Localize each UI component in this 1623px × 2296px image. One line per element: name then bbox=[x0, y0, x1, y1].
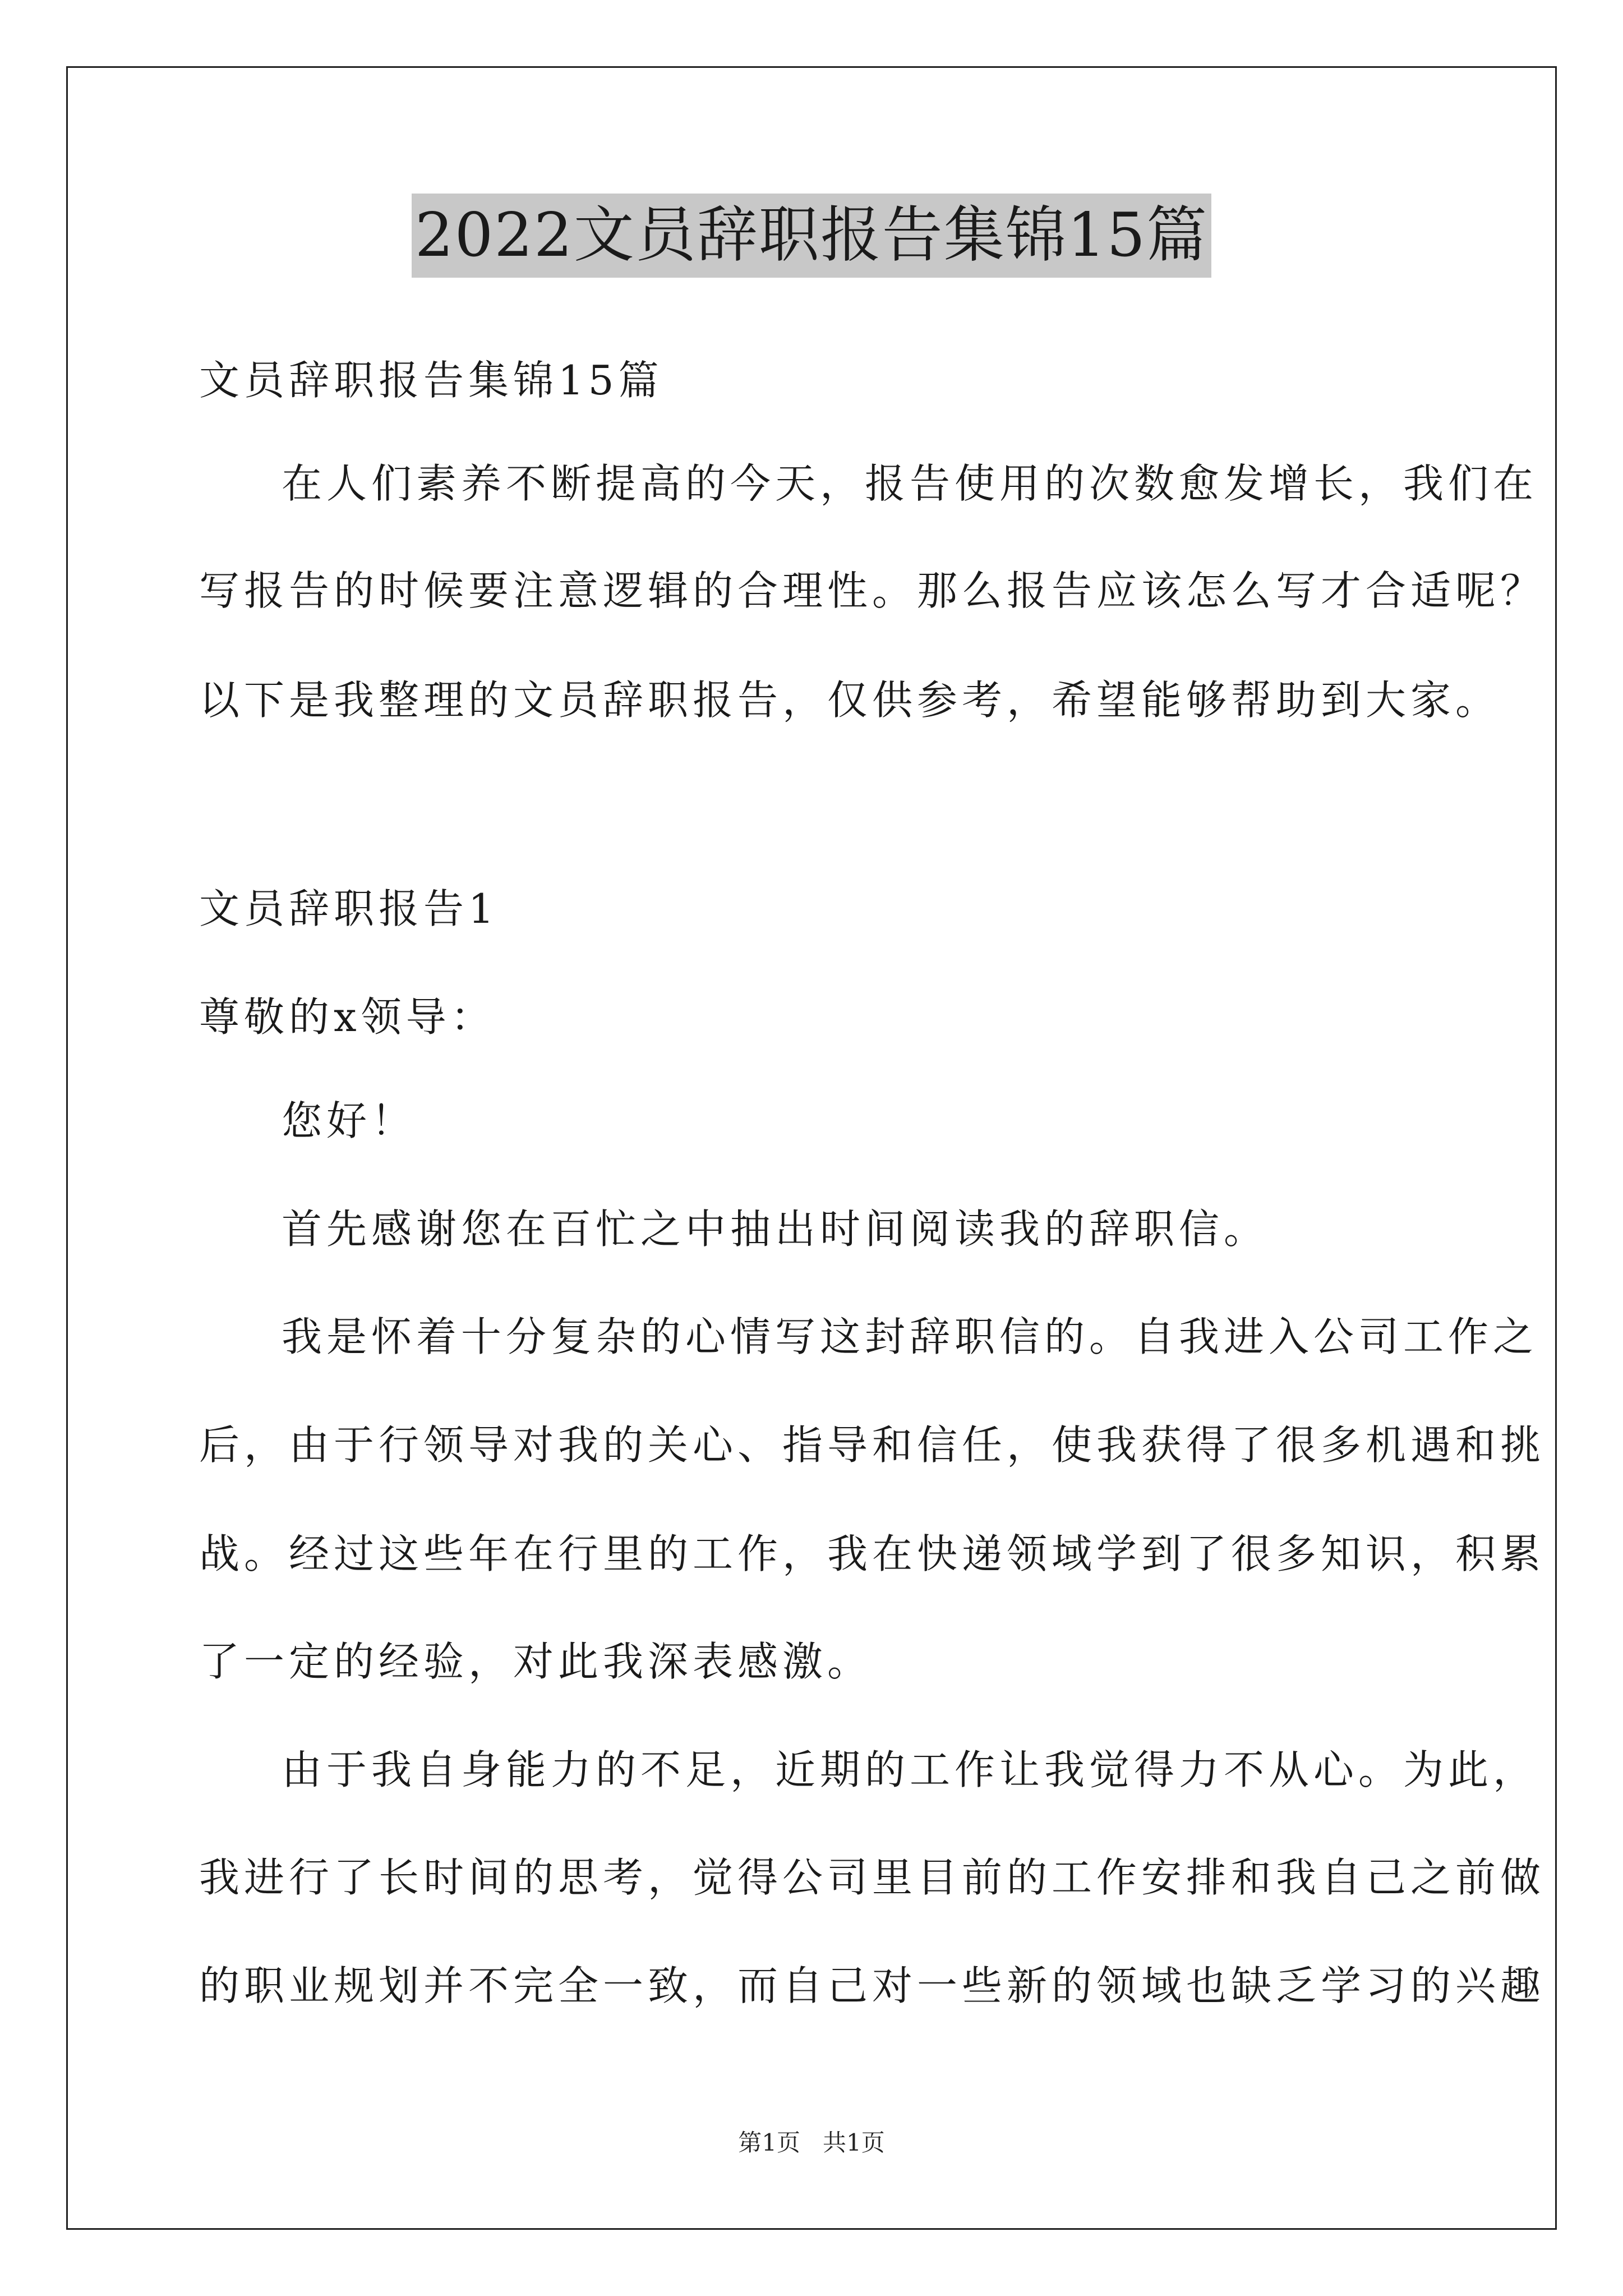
intro-line-3: 以下是我整理的文员辞职报告，仅供参考，希望能够帮助到大家。 bbox=[199, 677, 1501, 724]
document-title: 2022文员辞职报告集锦15篇 bbox=[412, 194, 1211, 278]
paragraph-2-line-3: 战。经过这些年在行里的工作，我在快递领域学到了很多知识，积累 bbox=[199, 1530, 1546, 1577]
document-subtitle: 文员辞职报告集锦15篇 bbox=[199, 357, 663, 404]
intro-line-2: 写报告的时候要注意逻辑的合理性。那么报告应该怎么写才合适呢？ bbox=[199, 567, 1546, 614]
paragraph-3-line-2: 我进行了长时间的思考，觉得公司里目前的工作安排和我自己之前做 bbox=[199, 1854, 1546, 1901]
salutation: 尊敬的x领导： bbox=[199, 993, 496, 1041]
greeting: 您好！ bbox=[282, 1097, 417, 1144]
section-heading: 文员辞职报告1 bbox=[199, 885, 499, 932]
paragraph-2-line-4: 了一定的经验，对此我深表感激。 bbox=[199, 1638, 873, 1685]
page-footer bbox=[0, 2126, 1623, 2160]
paragraph-3-line-3: 的职业规划并不完全一致，而自己对一些新的领域也缺乏学习的兴趣 bbox=[199, 1962, 1546, 2009]
paragraph-1: 首先感谢您在百忙之中抽出时间阅读我的辞职信。 bbox=[282, 1205, 1269, 1253]
paragraph-3-line-1: 由于我自身能力的不足，近期的工作让我觉得力不从心。为此， bbox=[282, 1746, 1538, 1793]
intro-line-1: 在人们素养不断提高的今天，报告使用的次数愈发增长，我们在 bbox=[282, 460, 1538, 507]
paragraph-2-line-2: 后，由于行领导对我的关心、指导和信任，使我获得了很多机遇和挑 bbox=[199, 1421, 1546, 1469]
page-total: 共1页 bbox=[823, 2129, 885, 2156]
paragraph-2-line-1: 我是怀着十分复杂的心情写这封辞职信的。自我进入公司工作之 bbox=[282, 1313, 1538, 1360]
title-container bbox=[0, 194, 1623, 278]
page-number: 第1页 bbox=[738, 2129, 800, 2156]
